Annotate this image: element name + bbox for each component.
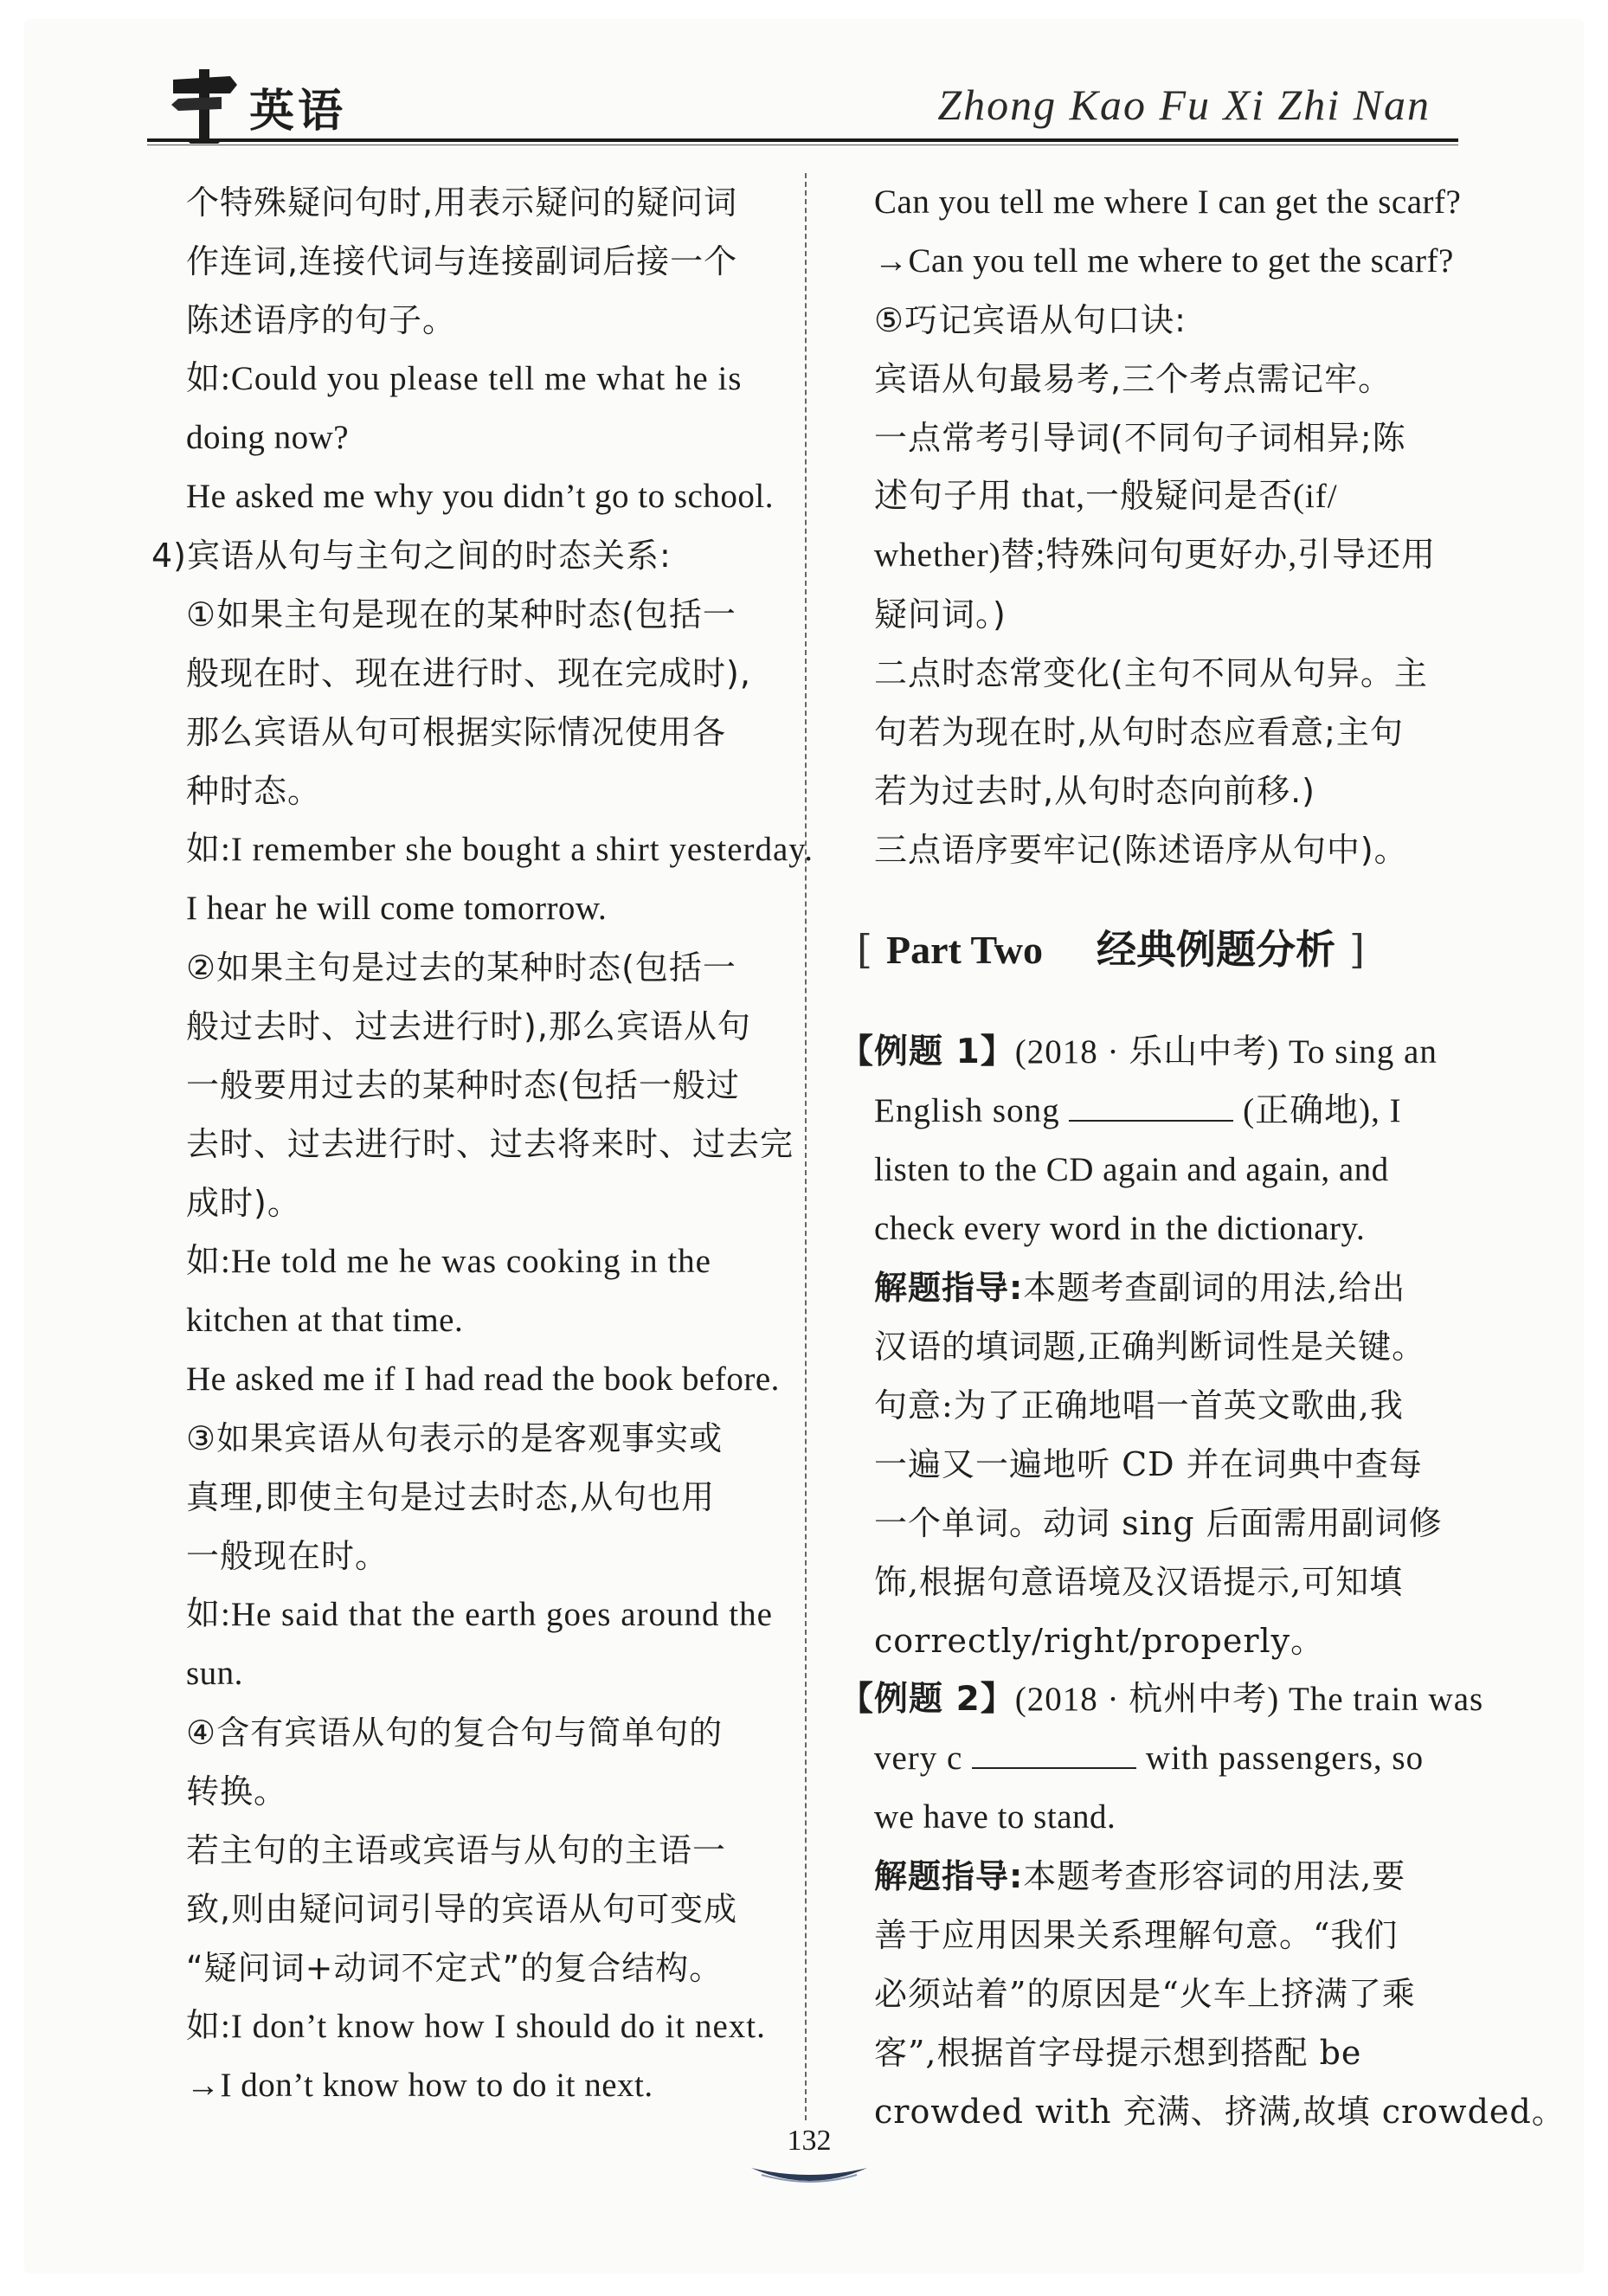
page-number: 132 [787, 2125, 832, 2157]
guide-line: 善于应用因果关系理解句意。“我们 [874, 1916, 1399, 1954]
text-line: 那么宾语从句可根据实际情况使用各 [186, 713, 727, 751]
example-source: (2018 · 杭州中考) [1014, 1681, 1280, 1718]
right-column-notes [874, 173, 1463, 879]
text-line: 宾语从句最易考,三个考点需记牢。 [874, 360, 1393, 398]
text-line: 种时态。 [186, 772, 322, 810]
guide-line: 必须站着”的原因是“火车上挤满了乘 [874, 1975, 1416, 2013]
column-divider [805, 173, 807, 2120]
text-line: 陈述语序的句子。 [186, 301, 457, 339]
text-line: 成时)。 [186, 1184, 301, 1222]
text-line: 真理,即使主句是过去时态,从句也用 [186, 1478, 716, 1516]
text-line: 如:Could you please tell me what he is [186, 360, 743, 397]
text-line: ⑤巧记宾语从句口诀: [874, 301, 1187, 339]
example-source: (2018 · 乐山中考) [1014, 1033, 1280, 1071]
text-line: 如:I don’t know how I should do it next. [186, 2008, 766, 2045]
text-line: He asked me if I had read the book before. [186, 1360, 780, 1398]
text-line: 句若为现在时,从句时态应看意;主句 [874, 713, 1404, 751]
text-line: 4)宾语从句与主句之间的时态关系: [151, 537, 672, 575]
guide-line: 句意:为了正确地唱一首英文歌曲,我 [874, 1386, 1404, 1425]
book-brand: Zhong Kao Fu Xi Zhi Nan [937, 80, 1431, 129]
page-header [147, 54, 1458, 149]
page-footer [744, 2125, 874, 2203]
text-line: 一般现在时。 [186, 1537, 389, 1575]
text-line: doing now? [186, 419, 350, 456]
text-line: ④含有宾语从句的复合句与简单句的 [186, 1714, 724, 1752]
example-question-line: check every word in the dictionary. [874, 1210, 1366, 1247]
guide-line: 客”,根据首字母提示想到搭配 be [874, 2034, 1362, 2072]
right-column [839, 173, 1566, 2141]
text-line: 转换。 [186, 1772, 288, 1810]
blank-suffix: (正确地), I [1243, 1092, 1402, 1129]
text-line: 如:He said that the earth goes around the [186, 1596, 773, 1633]
blank-prefix: English song [874, 1092, 1060, 1129]
text-line: ③如果宾语从句表示的是客观事实或 [186, 1419, 724, 1457]
text-line: 一点常考引导词(不同句子词相异;陈 [874, 419, 1406, 457]
example-question-line: we have to stand. [874, 1798, 1116, 1836]
text-line: ①如果主句是现在的某种时态(包括一 [186, 595, 736, 633]
guide-line: 饰,根据句意语境及汉语提示,可知填 [874, 1563, 1404, 1601]
text-line: 致,则由疑问词引导的宾语从句可变成 [186, 1890, 738, 1928]
text-line: I hear he will come tomorrow. [186, 890, 608, 927]
example-block [839, 1023, 1463, 1670]
guide-line: 汉语的填词题,正确判断词性是关键。 [874, 1328, 1426, 1366]
text-line: 若为过去时,从句时态向前移.) [874, 772, 1315, 810]
text-line: 如:I remember she bought a shirt yesterday. [186, 831, 814, 868]
text-line: ②如果主句是过去的某种时态(包括一 [186, 949, 736, 987]
header-rule [147, 138, 1458, 142]
answer-blank[interactable] [1069, 1094, 1233, 1122]
text-line: sun. [186, 1655, 243, 1692]
text-line: 一般要用过去的某种时态(包括一般过 [186, 1066, 740, 1104]
example-question-line: listen to the CD again and again, and [874, 1151, 1389, 1188]
guide-label: 解题指导: [874, 1857, 1024, 1895]
guide-line: correctly/right/properly。 [874, 1622, 1325, 1660]
text-line: 二点时态常变化(主句不同从句异。主 [874, 654, 1428, 692]
example-blank-line [874, 1729, 1463, 1788]
text-line: 述句子用 that,一般疑问是否(if/ [874, 478, 1338, 515]
text-line: 作连词,连接代词与连接副词后接一个 [186, 242, 738, 280]
example-blank-line [874, 1082, 1463, 1141]
section-part-label: Part Two [885, 928, 1043, 972]
section-title-text: 经典例题分析 [1097, 926, 1335, 973]
guide-text: 本题考查形容词的用法,要 [1023, 1857, 1406, 1895]
text-line: whether)替;特殊问句更好办,引导还用 [874, 537, 1437, 574]
example-question-start: The train was [1288, 1681, 1484, 1718]
example-question-start: To sing an [1288, 1033, 1438, 1071]
example-label: 【例题 1】 [839, 1032, 1015, 1071]
text-line: Can you tell me where I can get the scarf? [874, 183, 1462, 221]
page-number-swoosh-icon [744, 2149, 874, 2192]
section-open-bracket: [ [857, 926, 872, 973]
example-question-line [839, 1023, 1463, 1082]
text-line: →Can you tell me where to get the scarf? [874, 242, 1454, 280]
guide-line: 一遍又一遍地听 CD 并在词典中查每 [874, 1445, 1423, 1483]
signpost-logo-icon [170, 64, 239, 144]
left-column [151, 173, 814, 2115]
blank-prefix: very c [874, 1740, 963, 1777]
text-line: 如:He told me he was cooking in the [186, 1243, 711, 1280]
text-line: 个特殊疑问句时,用表示疑问的疑问词 [186, 183, 738, 222]
text-line: 般过去时、过去进行时),那么宾语从句 [186, 1007, 751, 1045]
text-line: 三点语序要牢记(陈述语序从句中)。 [874, 831, 1408, 869]
guide-label: 解题指导: [874, 1269, 1024, 1307]
text-line: kitchen at that time. [186, 1302, 464, 1339]
text-line: 去时、过去进行时、过去将来时、过去完 [186, 1125, 794, 1163]
blank-suffix: with passengers, so [1145, 1740, 1425, 1777]
text-line: →I don’t know how to do it next. [186, 2067, 653, 2104]
example-question-line [839, 1670, 1484, 1729]
guide-line: 一个单词。动词 sing 后面需用副词修 [874, 1504, 1443, 1542]
guide-line [874, 1258, 1463, 1317]
text-line: 般现在时、现在进行时、现在完成时), [186, 654, 751, 692]
text-line: “疑问词+动词不定式”的复合结构。 [186, 1949, 724, 1987]
text-line: 疑问词。) [874, 595, 1007, 633]
section-close-bracket: ] [1349, 926, 1365, 973]
subject-title: 英语 [249, 85, 347, 138]
answer-blank[interactable] [972, 1741, 1136, 1769]
section-heading [857, 910, 1463, 988]
guide-text: 本题考查副词的用法,给出 [1023, 1269, 1406, 1307]
guide-line: crowded with 充满、挤满,故填 crowded。 [874, 2093, 1566, 2131]
example-block [839, 1670, 1566, 2141]
text-line: 若主句的主语或宾语与从句的主语一 [186, 1831, 727, 1869]
guide-line [874, 1847, 1463, 1906]
example-label: 【例题 2】 [839, 1680, 1015, 1719]
examples-list [839, 1023, 1566, 2141]
text-line: He asked me why you didn’t go to school. [186, 478, 774, 515]
